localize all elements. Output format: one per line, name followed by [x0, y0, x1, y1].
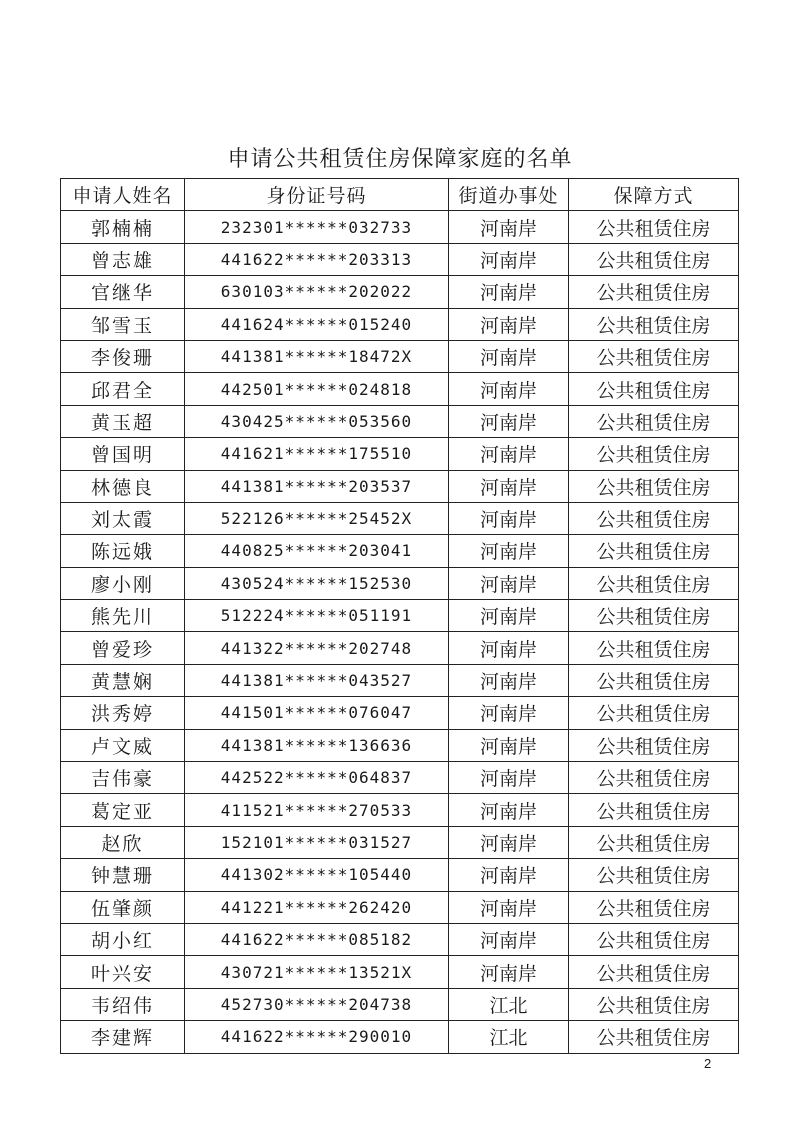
- street-office-cell: 河南岸: [449, 405, 569, 437]
- applicant-name-cell: 李俊珊: [61, 340, 185, 372]
- guarantee-method-cell: 公共租赁住房: [569, 470, 739, 502]
- street-office-cell: 河南岸: [449, 859, 569, 891]
- table-row: [61, 243, 739, 275]
- table-row: [61, 891, 739, 923]
- id-number-cell: 441622******203313: [185, 243, 449, 275]
- id-number-cell: 441381******203537: [185, 470, 449, 502]
- guarantee-method-cell: 公共租赁住房: [569, 664, 739, 696]
- street-office-cell: 河南岸: [449, 211, 569, 243]
- street-office-cell: 河南岸: [449, 697, 569, 729]
- guarantee-method-cell: 公共租赁住房: [569, 762, 739, 794]
- applicant-name-cell: 曾爱珍: [61, 632, 185, 664]
- street-office-cell: 河南岸: [449, 373, 569, 405]
- applicant-name-cell: 葛定亚: [61, 794, 185, 826]
- id-number-cell: 430425******053560: [185, 405, 449, 437]
- applicant-name-cell: 李建辉: [61, 1021, 185, 1053]
- street-office-cell: 河南岸: [449, 535, 569, 567]
- guarantee-method-cell: 公共租赁住房: [569, 438, 739, 470]
- table-row: [61, 762, 739, 794]
- id-number-cell: 441381******18472X: [185, 340, 449, 372]
- table-row: [61, 567, 739, 599]
- guarantee-method-cell: 公共租赁住房: [569, 243, 739, 275]
- street-office-cell: 河南岸: [449, 794, 569, 826]
- table-row: [61, 826, 739, 858]
- id-number-cell: 152101******031527: [185, 826, 449, 858]
- applicant-name-cell: 钟慧珊: [61, 859, 185, 891]
- table-row: [61, 794, 739, 826]
- column-header-street-office: 街道办事处: [449, 179, 569, 211]
- street-office-cell: 河南岸: [449, 826, 569, 858]
- id-number-cell: 441622******085182: [185, 923, 449, 955]
- id-number-cell: 442501******024818: [185, 373, 449, 405]
- id-number-cell: 441221******262420: [185, 891, 449, 923]
- guarantee-method-cell: 公共租赁住房: [569, 1021, 739, 1053]
- guarantee-method-cell: 公共租赁住房: [569, 988, 739, 1020]
- guarantee-method-cell: 公共租赁住房: [569, 794, 739, 826]
- table-row: [61, 308, 739, 340]
- id-number-cell: 441501******076047: [185, 697, 449, 729]
- id-number-cell: 441622******290010: [185, 1021, 449, 1053]
- table-row: [61, 373, 739, 405]
- table-row: [61, 923, 739, 955]
- id-number-cell: 452730******204738: [185, 988, 449, 1020]
- id-number-cell: 430721******13521X: [185, 956, 449, 988]
- applicant-name-cell: 叶兴安: [61, 956, 185, 988]
- guarantee-method-cell: 公共租赁住房: [569, 826, 739, 858]
- street-office-cell: 河南岸: [449, 470, 569, 502]
- id-number-cell: 442522******064837: [185, 762, 449, 794]
- guarantee-method-cell: 公共租赁住房: [569, 697, 739, 729]
- id-number-cell: 630103******202022: [185, 276, 449, 308]
- applicant-name-cell: 邹雪玉: [61, 308, 185, 340]
- street-office-cell: 江北: [449, 988, 569, 1020]
- applicant-name-cell: 黄慧娴: [61, 664, 185, 696]
- table-row: [61, 859, 739, 891]
- table-row: [61, 340, 739, 372]
- id-number-cell: 441624******015240: [185, 308, 449, 340]
- guarantee-method-cell: 公共租赁住房: [569, 276, 739, 308]
- street-office-cell: 河南岸: [449, 632, 569, 664]
- guarantee-method-cell: 公共租赁住房: [569, 632, 739, 664]
- street-office-cell: 江北: [449, 1021, 569, 1053]
- guarantee-method-cell: 公共租赁住房: [569, 340, 739, 372]
- guarantee-method-cell: 公共租赁住房: [569, 859, 739, 891]
- guarantee-method-cell: 公共租赁住房: [569, 502, 739, 534]
- guarantee-method-cell: 公共租赁住房: [569, 891, 739, 923]
- table-row: [61, 956, 739, 988]
- applicant-name-cell: 洪秀婷: [61, 697, 185, 729]
- applicant-name-cell: 官继华: [61, 276, 185, 308]
- id-number-cell: 440825******203041: [185, 535, 449, 567]
- table-row: [61, 276, 739, 308]
- applicant-name-cell: 郭楠楠: [61, 211, 185, 243]
- applicant-name-cell: 胡小红: [61, 923, 185, 955]
- id-number-cell: 441621******175510: [185, 438, 449, 470]
- street-office-cell: 河南岸: [449, 567, 569, 599]
- street-office-cell: 河南岸: [449, 762, 569, 794]
- applicant-name-cell: 熊先川: [61, 600, 185, 632]
- page-number: 2: [704, 1056, 712, 1071]
- table-row: [61, 632, 739, 664]
- table-row: [61, 405, 739, 437]
- page-title: 申请公共租赁住房保障家庭的名单: [227, 147, 573, 172]
- table-row: [61, 211, 739, 243]
- guarantee-method-cell: 公共租赁住房: [569, 308, 739, 340]
- guarantee-method-cell: 公共租赁住房: [569, 923, 739, 955]
- applicant-name-cell: 廖小刚: [61, 567, 185, 599]
- street-office-cell: 河南岸: [449, 502, 569, 534]
- applicant-name-cell: 陈远娥: [61, 535, 185, 567]
- table-row: [61, 697, 739, 729]
- id-number-cell: 441381******043527: [185, 664, 449, 696]
- applicant-name-cell: 曾志雄: [61, 243, 185, 275]
- applicant-name-cell: 黄玉超: [61, 405, 185, 437]
- street-office-cell: 河南岸: [449, 340, 569, 372]
- street-office-cell: 河南岸: [449, 438, 569, 470]
- id-number-cell: 512224******051191: [185, 600, 449, 632]
- id-number-cell: 232301******032733: [185, 211, 449, 243]
- column-header-guarantee-method: 保障方式: [569, 179, 739, 211]
- guarantee-method-cell: 公共租赁住房: [569, 567, 739, 599]
- applicant-name-cell: 吉伟豪: [61, 762, 185, 794]
- street-office-cell: 河南岸: [449, 600, 569, 632]
- table-row: [61, 502, 739, 534]
- street-office-cell: 河南岸: [449, 956, 569, 988]
- street-office-cell: 河南岸: [449, 243, 569, 275]
- applicant-name-cell: 韦绍伟: [61, 988, 185, 1020]
- id-number-cell: 441381******136636: [185, 729, 449, 761]
- street-office-cell: 河南岸: [449, 891, 569, 923]
- id-number-cell: 441302******105440: [185, 859, 449, 891]
- table-row: [61, 600, 739, 632]
- applicant-table: [60, 178, 739, 1054]
- guarantee-method-cell: 公共租赁住房: [569, 373, 739, 405]
- table-row: [61, 988, 739, 1020]
- table-row: [61, 470, 739, 502]
- guarantee-method-cell: 公共租赁住房: [569, 211, 739, 243]
- guarantee-method-cell: 公共租赁住房: [569, 956, 739, 988]
- table-row: [61, 438, 739, 470]
- applicant-name-cell: 赵欣: [61, 826, 185, 858]
- column-header-name: 申请人姓名: [61, 179, 185, 211]
- street-office-cell: 河南岸: [449, 729, 569, 761]
- table-row: [61, 664, 739, 696]
- table-header-row: [61, 179, 739, 211]
- guarantee-method-cell: 公共租赁住房: [569, 535, 739, 567]
- table-row: [61, 1021, 739, 1053]
- table-row: [61, 729, 739, 761]
- guarantee-method-cell: 公共租赁住房: [569, 729, 739, 761]
- street-office-cell: 河南岸: [449, 276, 569, 308]
- applicant-name-cell: 邱君全: [61, 373, 185, 405]
- applicant-name-cell: 刘太霞: [61, 502, 185, 534]
- guarantee-method-cell: 公共租赁住房: [569, 600, 739, 632]
- guarantee-method-cell: 公共租赁住房: [569, 405, 739, 437]
- applicant-name-cell: 伍肇颜: [61, 891, 185, 923]
- column-header-id-number: 身份证号码: [185, 179, 449, 211]
- applicant-name-cell: 曾国明: [61, 438, 185, 470]
- street-office-cell: 河南岸: [449, 308, 569, 340]
- table-body: [61, 211, 739, 1053]
- id-number-cell: 522126******25452X: [185, 502, 449, 534]
- street-office-cell: 河南岸: [449, 664, 569, 696]
- id-number-cell: 411521******270533: [185, 794, 449, 826]
- id-number-cell: 430524******152530: [185, 567, 449, 599]
- table-row: [61, 535, 739, 567]
- applicant-name-cell: 卢文威: [61, 729, 185, 761]
- id-number-cell: 441322******202748: [185, 632, 449, 664]
- applicant-name-cell: 林德良: [61, 470, 185, 502]
- street-office-cell: 河南岸: [449, 923, 569, 955]
